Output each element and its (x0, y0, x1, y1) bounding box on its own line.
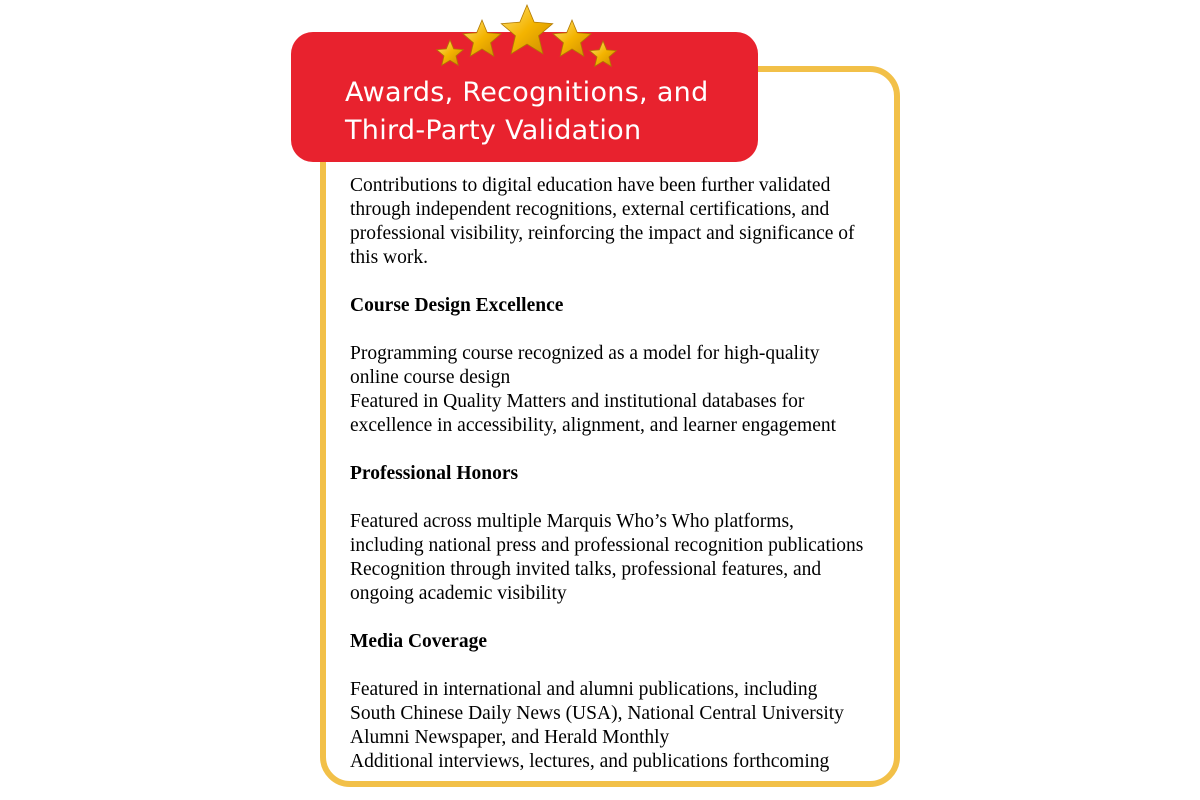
section-line: including national press and professional recognition publications (350, 535, 864, 556)
banner-title (345, 74, 758, 150)
banner-title-line-2: Third-Party Validation (345, 115, 642, 146)
section-line: Featured in international and alumni publications, including (350, 679, 818, 700)
intro-paragraph (350, 174, 890, 270)
intro-line: through independent recognitions, external certifications, and (350, 199, 830, 220)
star-icon (501, 5, 552, 54)
section-media-coverage (350, 630, 890, 774)
section-line: online course design (350, 367, 511, 388)
intro-line: professional visibility, reinforcing the impact and significance of (350, 223, 855, 244)
intro-line: Contributions to digital education have been further validated (350, 175, 831, 196)
star-icon (553, 20, 591, 56)
section-course-design (350, 294, 890, 438)
section-line: Featured in Quality Matters and institutional databases for (350, 391, 805, 412)
star-icon (590, 41, 617, 66)
section-line: Programming course recognized as a model for high-quality (350, 343, 820, 364)
intro-line: this work. (350, 247, 428, 268)
section-line: excellence in accessibility, alignment, and learner engagement (350, 415, 837, 436)
section-heading: Professional Honors (350, 463, 519, 484)
section-line: South Chinese Daily News (USA), National Central University (350, 703, 844, 724)
stars-decoration (432, 2, 622, 72)
section-line: Additional interviews, lectures, and publications forthcoming (350, 751, 830, 772)
section-professional-honors (350, 462, 890, 606)
section-heading: Media Coverage (350, 631, 487, 652)
content-body (350, 174, 890, 774)
banner-title-line-1: Awards, Recognitions, and (345, 77, 709, 108)
star-icon (463, 20, 501, 56)
section-line: ongoing academic visibility (350, 583, 567, 604)
section-line: Featured across multiple Marquis Who’s Who platforms, (350, 511, 794, 532)
section-line: Alumni Newspaper, and Herald Monthly (350, 727, 670, 748)
section-heading: Course Design Excellence (350, 295, 564, 316)
star-icon (437, 40, 464, 65)
section-line: Recognition through invited talks, professional features, and (350, 559, 822, 580)
